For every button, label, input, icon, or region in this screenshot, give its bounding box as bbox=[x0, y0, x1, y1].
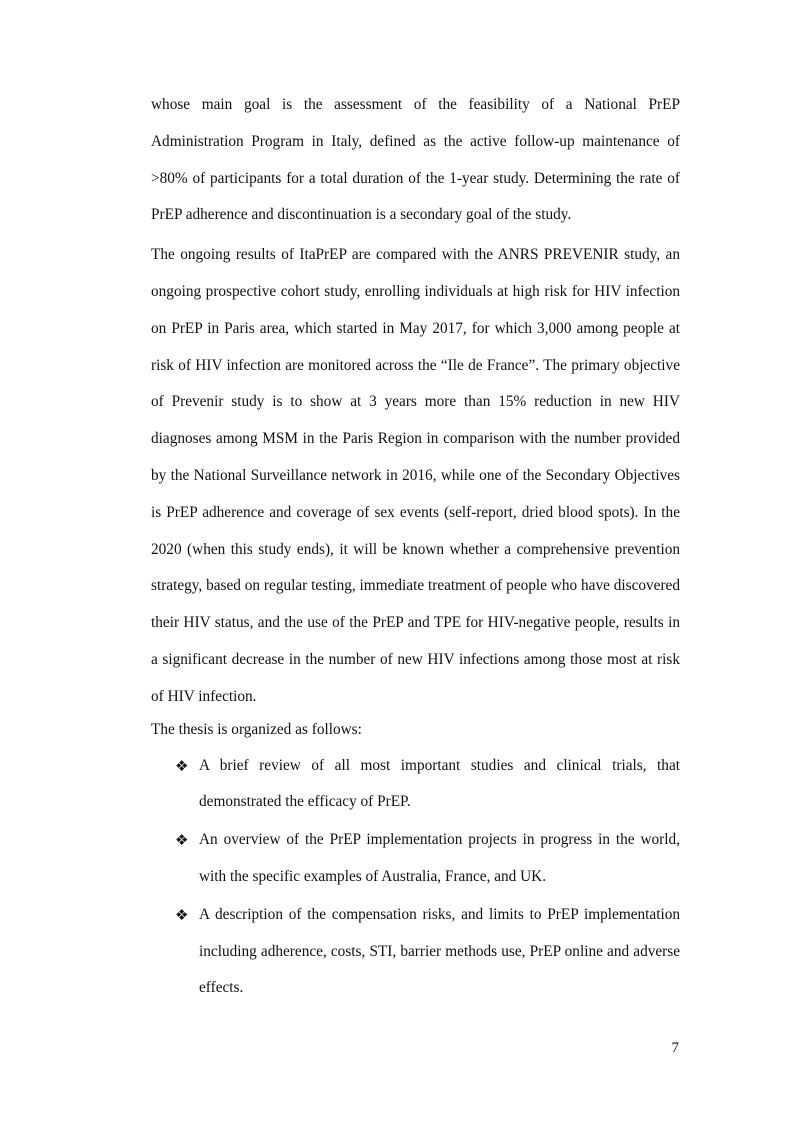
document-body bbox=[151, 87, 680, 1008]
diamond-bullet-icon: ❖ bbox=[175, 905, 189, 924]
list-item bbox=[151, 822, 680, 896]
list-item-text: A description of the compensation risks, and limits to PrEP implementation including adherence, costs, STI, barrier methods use, PrEP online and adverse effects. bbox=[199, 905, 680, 997]
list-item-text: An overview of the PrEP implementation projects in progress in the world, with the specific examples of Australia, France, and UK. bbox=[199, 831, 680, 885]
paragraph-thesis-organization: The thesis is organized as follows: bbox=[151, 720, 362, 738]
paragraph-prevenir-comparison: The ongoing results of ItaPrEP are compared with the ANRS PREVENIR study, an ongoing prospective cohort study, enrolling individuals at high risk for HIV infection on PrEP in Paris area, which started in May 2017, for which 3,000 among people at risk of HIV infection are monitored across the “Ile de France”. The primary objective of Prevenir study is to show at 3 years more than 15% reduction in new HIV diagnoses among MSM in the Paris Region in comparison with the number provided by the National Surveillance network in 2016, while one of the Secondary Objectives is PrEP adherence and coverage of sex events (self-report, dried blood spots). In the 2020 (when this study ends), it will be known whether a comprehensive prevention strategy, based on regular testing, immediate treatment of people who have discovered their HIV status, and the use of the PrEP and TPE for HIV-negative people, results in a significant decrease in the number of new HIV infections among those most at risk of HIV infection. bbox=[151, 246, 680, 705]
diamond-bullet-icon: ❖ bbox=[175, 831, 189, 850]
diamond-bullet-icon: ❖ bbox=[175, 756, 189, 775]
list-item bbox=[151, 748, 680, 822]
paragraph-study-goal: whose main goal is the assessment of the feasibility of a National PrEP Administration Program in Italy, defined as the active follow-up maintenance of >80% of participants for a total duration of the 1-year study. Determining the rate of PrEP adherence and discontinuation is a secondary goal of the study. bbox=[151, 96, 680, 224]
thesis-outline-list bbox=[151, 748, 680, 1008]
list-item-text: A brief review of all most important studies and clinical trials, that demonstrated the efficacy of PrEP. bbox=[199, 756, 680, 811]
list-item bbox=[151, 897, 680, 1007]
page-number: 7 bbox=[671, 1040, 679, 1056]
